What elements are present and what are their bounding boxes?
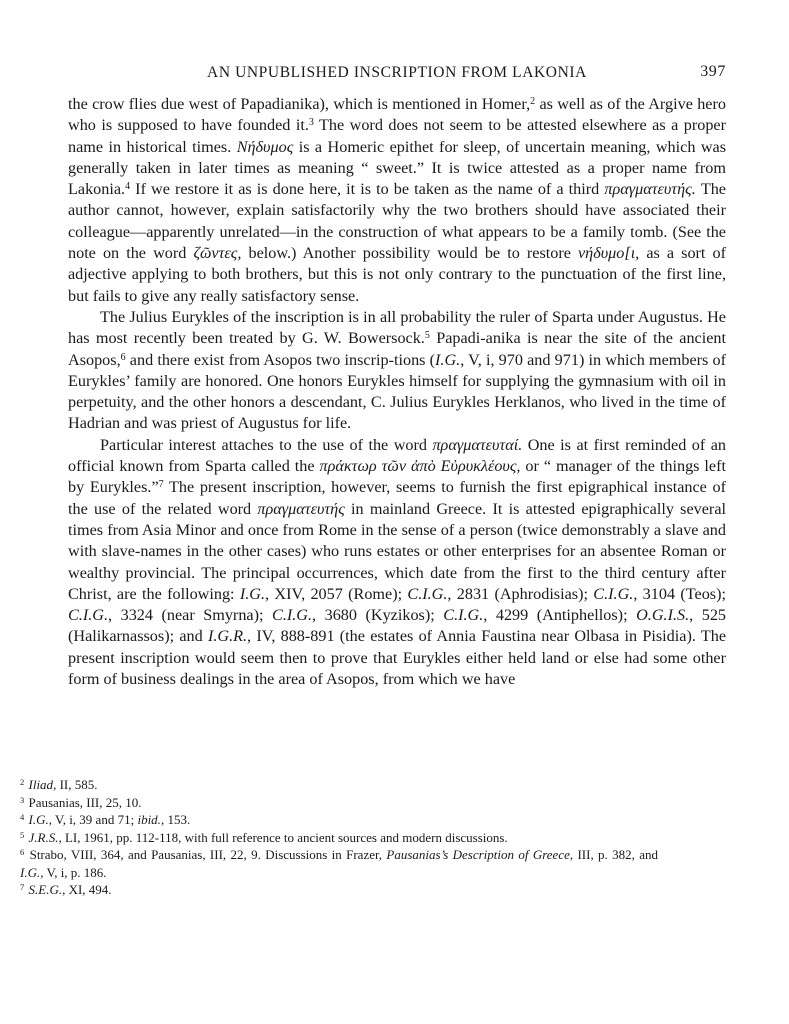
- footnote-italic: Pausanias’s Description of Greece: [386, 847, 570, 862]
- footnote-mark: 5: [20, 829, 25, 840]
- text-run: One is at first reminded of an official known from Sparta called the: [68, 435, 726, 476]
- footnote-3: [20, 794, 658, 812]
- text-run: , 3324 (near Smyrna);: [108, 606, 273, 625]
- footnote-ref: 4: [125, 181, 131, 193]
- footnote-mark: 7: [20, 882, 25, 892]
- footnote-text: , 153.: [160, 812, 191, 827]
- footnote-2: [20, 776, 658, 794]
- footnote-4: [20, 811, 658, 829]
- text-run: The author cannot, however, explain satisfactorily why the two brothers should have associated their colleague—apparently unrelated—in the construction of what appears to be a family tomb. (See the note on the word: [68, 180, 726, 263]
- page-number: 397: [700, 63, 726, 80]
- article-body: [68, 94, 726, 690]
- text-run: , 525 (Halikarnassos); and: [68, 606, 727, 646]
- running-head: [68, 58, 726, 82]
- footnote-ref: 5: [424, 330, 430, 342]
- greek-term: πραγματευταί.: [432, 435, 523, 454]
- citation-abbrev: C.I.G.: [407, 584, 448, 603]
- greek-term: Νήδυμος: [236, 137, 294, 156]
- footnote-ref: 3: [308, 117, 314, 129]
- footnote-ref: 6: [120, 351, 126, 363]
- footnote-5: [20, 829, 658, 847]
- text-run: , XIV, 2057 (Rome);: [265, 584, 408, 603]
- paragraph-1: [68, 94, 726, 307]
- footnote-italic: I.G.: [28, 812, 49, 827]
- text-run: , 3104 (Teos);: [633, 584, 726, 603]
- text-run: is a Homeric epithet for sleep, of uncertain meaning, which was generally taken in later times as meaning “ sweet.” It is twice attested as a proper name from Lakonia.: [68, 137, 727, 199]
- running-title: AN UNPUBLISHED INSCRIPTION FROM LAKONIA: [207, 64, 587, 81]
- footnotes: [20, 776, 658, 899]
- footnote-text: , LI, 1961, pp. 112-118, with full reference to ancient sources and modern discussions.: [58, 829, 508, 845]
- text-run: If we restore it as is done here, it is to be taken as the name of a third: [130, 180, 605, 199]
- text-run: , V, i, 970 and 971) in which members of Eurykles’ family are honored. One honors Eurykles himself for supplying the gymnasium with oil in perpetuity, and the other honors a descendant, C. Julius Eurykles Herklanos, who lived in the time of Hadrian and was priest of Augustus for life.: [68, 350, 726, 433]
- footnote-italic: I.G.: [20, 864, 41, 880]
- footnote-text: , V, i, p. 186.: [40, 864, 107, 880]
- footnote-ref: 2: [530, 96, 536, 107]
- footnote-text: Pausanias, III, 25, 10.: [28, 794, 142, 810]
- footnote-mark: 3: [20, 794, 25, 805]
- citation-abbrev: C.I.G.: [272, 606, 313, 625]
- footnote-text: , III, p. 382, and: [569, 847, 658, 862]
- footnote-italic: S.E.G.: [28, 882, 63, 897]
- footnote-italic: ibid.: [137, 812, 161, 827]
- footnote-text: , V, i, 39 and 71;: [48, 812, 138, 827]
- footnote-mark: 2: [20, 777, 25, 787]
- text-run: as a sort of adjective applying to both brothers, but this is not only contrary to the punctuation of the first line, but fails to give any really satisfactory sense.: [68, 244, 726, 305]
- footnote-italic: Iliad: [28, 777, 54, 792]
- footnote-text: Strabo, VIII, 364, and Pausanias, III, 22, 9. Discussions in Frazer,: [29, 847, 387, 862]
- greek-term: πραγματευτής: [257, 499, 345, 518]
- greek-term: πράκτωρ τῶν ἀπὸ Εὐρυκλέους,: [319, 457, 521, 476]
- text-run: , IV, 888-891 (the estates of Annia Faustina near Olbasa in Pisidia). The present inscription would seem then to prove that Eurykles either held land or else had some other form of business dealings in the area of Asopos, from which we have: [68, 627, 726, 689]
- footnote-mark: 6: [20, 847, 25, 857]
- text-run: or “ manager of the things left by Eurykles.”: [68, 457, 726, 497]
- footnote-italic: J.R.S.: [28, 829, 59, 845]
- footnote-7: [20, 881, 658, 899]
- footnote-ref: 7: [158, 479, 164, 491]
- text-run: the crow flies due west of Papadianika), which is mentioned in Homer,: [68, 95, 531, 113]
- citation-abbrev: O.G.I.S.: [636, 606, 690, 625]
- text-run: Particular interest attaches to the use of the word: [100, 435, 433, 454]
- text-run: , 3680 (Kyzikos);: [312, 606, 444, 625]
- text-run: , 4299 (Antiphellos);: [483, 606, 637, 625]
- text-run: The Julius Eurykles of the inscription is in all probability the ruler of Sparta under Augustus. He has most recently been treated by G. W. Bowersock.: [68, 307, 726, 348]
- text-run: and there exist from Asopos two inscrip-tions (: [125, 350, 436, 369]
- greek-term: πραγματευτής.: [604, 180, 696, 199]
- text-run: in mainland Greece. It is attested epigraphically several times from Asia Minor and once from Rome in the sense of a person (twice demonstrably a slave and with slave-names in the other cases) who runs estates or other enterprises for an absentee Roman or wealthy provincial. The principal occurrences, which date from the first to the third century after Christ, are the following:: [68, 499, 726, 603]
- journal-page: [68, 58, 726, 690]
- footnote-mark: 4: [20, 812, 25, 822]
- text-run: below.) Another possibility would be to restore: [241, 244, 578, 263]
- citation-abbrev: I.G.: [435, 350, 461, 369]
- footnote-6: [20, 846, 658, 881]
- greek-term: ζῶντες,: [193, 244, 242, 263]
- citation-abbrev: C.I.G.: [443, 606, 484, 625]
- text-run: as well as of the Argive hero who is supposed to have founded it.: [68, 95, 726, 135]
- text-run: The word does not seem to be attested elsewhere as a proper name in historical times.: [68, 116, 726, 156]
- text-run: Papadi-anika is near the site of the ancient Asopos,: [68, 329, 726, 369]
- citation-abbrev: I.G.: [239, 584, 266, 603]
- text-run: The present inscription, however, seems to furnish the first epigraphical instance of the use of the related word: [68, 478, 726, 518]
- text-run: , 2831 (Aphrodisias);: [447, 584, 594, 603]
- paragraph-3: [68, 435, 726, 691]
- paragraph-2: [68, 307, 726, 435]
- footnote-text: , XI, 494.: [62, 882, 112, 897]
- citation-abbrev: C.I.G.: [68, 606, 109, 625]
- citation-abbrev: C.I.G.: [593, 584, 634, 603]
- citation-abbrev: I.G.R.: [207, 627, 248, 646]
- footnote-text: , II, 585.: [53, 777, 98, 792]
- greek-term: νήδυμο[ι,: [578, 244, 640, 263]
